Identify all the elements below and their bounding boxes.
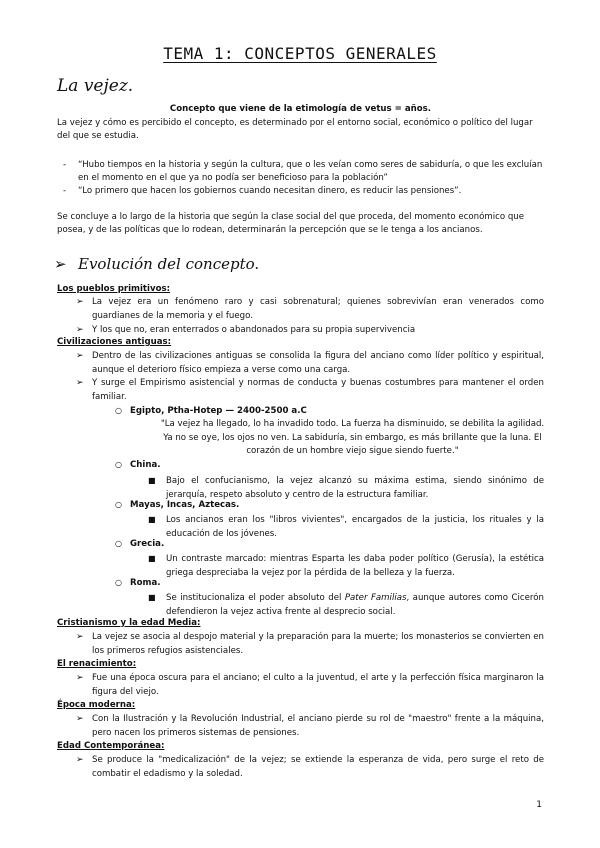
arrow-bullet-icon: ➢ (76, 673, 84, 683)
list-item: ➢ Fue una época oscura para el anciano; el culto a la juventud, el arte y la perfección física marginaron la figura del viejo. (76, 673, 544, 697)
circle-bullet-icon: ○ (115, 578, 122, 587)
quote-item: - “Lo primero que hacen los gobiernos cuando necesitan dinero, es reducir las pensiones”. (63, 186, 462, 196)
list-item: ➢ Con la Ilustración y la Revolución Industrial, el anciano pierde su rol de "maestro" frente a la máquina, pero nacen los primeros sistemas de pensiones. (76, 714, 544, 738)
subheading-cristianismo: Cristianismo y la edad Media: (57, 618, 201, 628)
item-egipto: ○ Egipto, Ptha-Hotep — 2400-2500 a.C (115, 406, 307, 416)
item-roma: ○ Roma. (115, 578, 161, 588)
roma-text: ■ Se institucionaliza el poder absoluto del Pater Familias, aunque autores como Cicerón defendieron la vejez activa frente al desprecio social. (148, 593, 544, 617)
section-heading-vejez: La vejez. (57, 76, 134, 96)
arrow-bullet-icon: ➢ (76, 297, 84, 307)
subheading-contemporanea: Edad Contemporánea: (57, 741, 165, 751)
quote-item: - “Hubo tiempos en la historia y según la cultura, que o les veían como seres de sabiduría, o que les excluían en el momento en el que ya no podía ser beneficioso para la población” (63, 160, 543, 183)
dash-bullet: - (63, 160, 67, 170)
page-number: 1 (536, 800, 542, 810)
list-item: ➢ La vejez era un fenómeno raro y casi sobrenatural; quienes sobrevivían eran venerados como guardianes de la memoria y el fuego. (76, 297, 544, 321)
list-item: ➢ Dentro de las civilizaciones antiguas se consolida la figura del anciano como líder político y espiritual, aunque el deterioro físico empieza a verse como una carga. (76, 351, 544, 375)
square-bullet-icon: ■ (148, 515, 156, 524)
arrow-bullet-icon: ➢ (76, 378, 84, 388)
arrow-bullet-icon: ➢ (76, 325, 84, 335)
list-item: ➢ La vejez se asocia al despojo material y la preparación para la muerte; los monasterios se convierten en los primeros refugios asistenciales. (76, 632, 544, 656)
circle-bullet-icon: ○ (115, 500, 122, 509)
subheading-pueblos: Los pueblos primitivos: (57, 284, 171, 294)
list-item: ➢ Se produce la "medicalización" de la vejez; se extiende la esperanza de vida, pero surge el reto de combatir el edadismo y la soledad. (76, 755, 544, 779)
circle-bullet-icon: ○ (115, 406, 122, 415)
arrow-bullet-icon: ➢ (76, 714, 84, 724)
subheading-moderna: Época moderna: (57, 700, 136, 710)
dash-bullet: - (63, 186, 67, 196)
list-item: ➢ Y los que no, eran enterrados o abandonados para su propia supervivencia (92, 324, 544, 338)
arrow-bullet-icon: ➢ (76, 632, 84, 642)
grecia-text: ■ Un contraste marcado: mientras Esparta les daba poder político (Gerusía), la estética griega despreciaba la vejez por la pérdida de la belleza y la fuerza. (148, 554, 544, 578)
square-bullet-icon: ■ (148, 593, 156, 602)
section-heading-evolucion: ➢ Evolución del concepto. (54, 255, 260, 273)
subheading-civilizaciones: Civilizaciones antiguas: (57, 337, 172, 347)
arrow-bullet-icon: ➢ (54, 255, 67, 273)
list-item: ➢ Y surge el Empirismo asistencial y normas de conducta y buenas costumbres para mantener el orden familiar. (76, 378, 544, 402)
concept-line: Concepto que viene de la etimología de vetus = años. (169, 104, 432, 114)
subheading-renacimiento: El renacimiento: (57, 659, 137, 669)
egipto-quote: "La vejez ha llegado, lo ha invadido todo. La fuerza ha disminuido, se debilita la agilidad. Ya no se oye, los ojos no ven. La sabiduría, sin embargo, es más brillante que la luna. El corazón de un hombre viejo sigue siendo fuerte." (160, 419, 545, 456)
page-title: TEMA 1: CONCEPTOS GENERALES (163, 44, 437, 63)
mayas-text: ■ Los ancianos eran los "libros vivientes", encargados de la justicia, los rituales y la educación de los jóvenes. (148, 515, 544, 539)
item-china: ○ China. (115, 460, 161, 470)
arrow-bullet-icon: ➢ (76, 755, 84, 765)
item-grecia: ○ Grecia. (115, 539, 165, 549)
china-text: ■ Bajo el confucianismo, la vejez alcanzó su máxima estima, siendo sinónimo de jerarquía, respeto absoluto y centro de la estructura familiar. (148, 476, 544, 500)
square-bullet-icon: ■ (148, 476, 156, 485)
circle-bullet-icon: ○ (115, 539, 122, 548)
arrow-bullet-icon: ➢ (76, 351, 84, 361)
item-mayas: ○ Mayas, Incas, Aztecas. (115, 500, 240, 510)
circle-bullet-icon: ○ (115, 460, 122, 469)
square-bullet-icon: ■ (148, 554, 156, 563)
conclusion-paragraph: Se concluye a lo largo de la historia que según la clase social del que proceda, del momento económico que posea, y de las políticas que lo rodean, determinarán la percepción que se le tenga a los ancianos. (57, 212, 525, 235)
intro-paragraph: La vejez y cómo es percibido el concepto, es determinado por el entorno social, económico o político del lugar del que se estudia. (57, 118, 533, 141)
